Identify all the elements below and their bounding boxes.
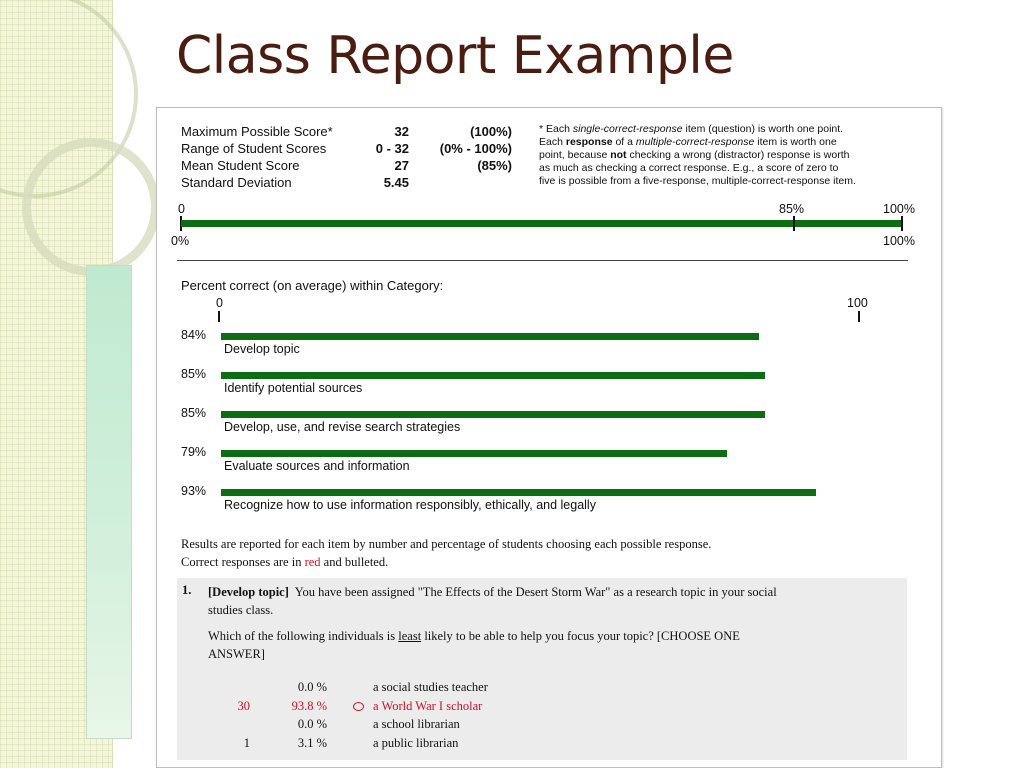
question-item (177, 578, 907, 760)
stat-percent: (100%) (470, 124, 512, 139)
stat-label: Maximum Possible Score* (181, 124, 333, 139)
scale-top-min-label: 0 (178, 202, 185, 216)
category-bar (221, 489, 816, 496)
stat-percent: (85%) (477, 158, 512, 173)
results-note: Results are reported for each item by number and percentage of students choosing each possible response. Correct responses are in red and bulleted. (181, 537, 712, 569)
class-report-panel (156, 107, 942, 768)
scale-tick-mean (793, 216, 795, 231)
stat-value: 5.45 (383, 175, 409, 190)
stat-value: 0 - 32 (375, 141, 409, 156)
category-percent-label: 79% (181, 445, 207, 459)
category-bar (221, 411, 765, 418)
category-name: Develop, use, and revise search strategies (224, 420, 461, 434)
answer-percent: 0.0 % (297, 717, 327, 731)
category-bar (221, 372, 765, 379)
category-bar (221, 450, 727, 457)
category-axis-max-label: 100 (847, 296, 868, 310)
question-category: [Develop topic] (208, 585, 289, 599)
answer-percent: 0.0 % (297, 680, 327, 694)
correct-answer-bullet-icon (353, 702, 364, 711)
category-axis-max-tick (858, 311, 860, 322)
category-percent-label: 93% (181, 484, 207, 498)
answer-percent: 3.1 % (297, 736, 327, 750)
category-name: Recognize how to use information responsibly, ethically, and legally (224, 498, 596, 512)
category-heading: Percent correct (on average) within Category: (181, 278, 444, 293)
section-divider (177, 260, 908, 261)
scale-tick-max (901, 216, 903, 231)
category-percent-label: 85% (181, 406, 207, 420)
answer-count: 30 (237, 699, 250, 713)
category-percent-label: 85% (181, 367, 207, 381)
answer-text: a school librarian (373, 717, 460, 731)
category-bar (221, 333, 759, 340)
decorative-bar (86, 265, 132, 739)
scale-bottom-min-label: 0% (171, 234, 190, 248)
correct-answer-text: a World War I scholar (373, 699, 483, 713)
answer-percent: 93.8 % (291, 699, 327, 713)
slide-title: Class Report Example (176, 26, 734, 86)
scoring-footnote: * Each single-correct-response item (question) is worth one point. Each response of a multiple-correct-response item is worth one point, because not checking a wrong (distractor) response is worth as much as checking a correct response. E.g., a score of zero to five is possible from a five-response, multiple-correct-response item. (539, 123, 856, 187)
answer-text: a public librarian (373, 736, 459, 750)
category-percent-label: 84% (181, 328, 207, 342)
decorative-ring (22, 138, 160, 276)
category-axis-min-label: 0 (216, 296, 223, 310)
category-name: Develop topic (224, 342, 300, 356)
question-prompt: Which of the following individuals is least likely to be able to help you focus your topic? [CHOOSE ONE ANSWER] (208, 629, 740, 661)
answer-text: a social studies teacher (373, 680, 488, 694)
category-name: Identify potential sources (224, 381, 363, 395)
stat-value: 32 (394, 124, 409, 139)
stat-percent: (0% - 100%) (439, 141, 512, 156)
category-axis-min-tick (218, 311, 220, 322)
stat-label: Range of Student Scores (181, 141, 327, 156)
scale-bottom-max-label: 100% (883, 234, 915, 248)
category-name: Evaluate sources and information (224, 459, 410, 473)
stat-label: Standard Deviation (181, 175, 292, 190)
stat-value: 27 (394, 158, 409, 173)
stat-label: Mean Student Score (181, 158, 300, 173)
question-number: 1. (182, 583, 192, 597)
question-stem: [Develop topic] You have been assigned "The Effects of the Desert Storm War" as a research topic in your social studies class. (208, 585, 777, 617)
answer-count: 1 (243, 736, 250, 750)
scale-top-max-label: 100% (883, 202, 915, 216)
scale-top-mean-label: 85% (779, 202, 805, 216)
